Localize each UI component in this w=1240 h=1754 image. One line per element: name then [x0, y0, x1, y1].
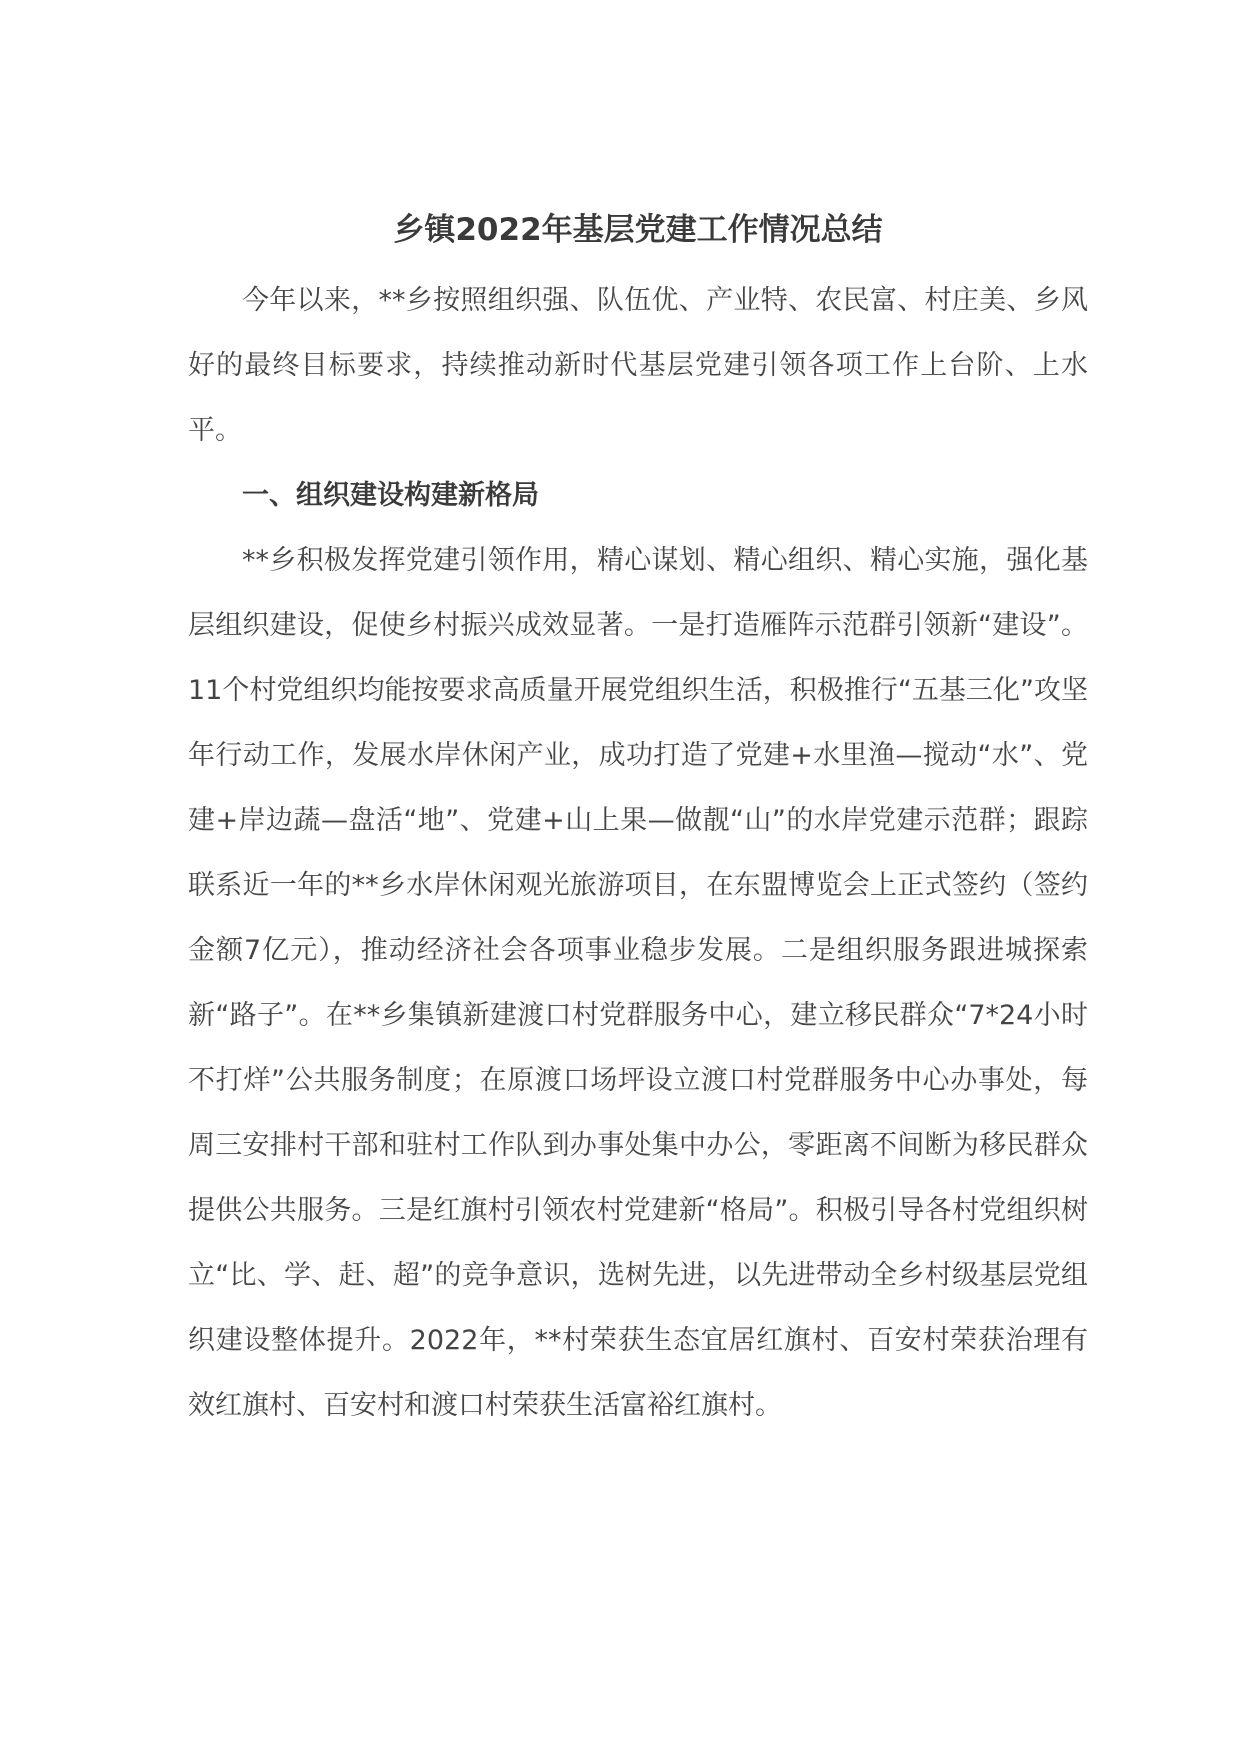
intro-paragraph: 今年以来，**乡按照组织强、队伍优、产业特、农民富、村庄美、乡风好的最终目标要求，持续推动新时代基层党建引领各项工作上台阶、上水平。 [188, 285, 1088, 446]
document-page [188, 200, 1088, 1438]
section-heading-1: 一、组织建设构建新格局 [242, 480, 539, 511]
section-paragraph-1: **乡积极发挥党建引领作用，精心谋划、精心组织、精心实施，强化基层组织建设，促使乡村振兴成效显著。一是打造雁阵示范群引领新“建设”。11个村党组织均能按要求高质量开展党组织生活，积极推行“五基三化”攻坚年行动工作，发展水岸休闲产业，成功打造了党建+水里渔—搅动“水”、党建+岸边蔬—盘活“地”、党建+山上果—做靓“山”的水岸党建示范群；跟踪联系近一年的**乡水岸休闲观光旅游项目，在东盟博览会上正式签约（签约金额7亿元），推动经济社会各项事业稳步发展。二是组织服务跟进城探索新“路子”。在**乡集镇新建渡口村党群服务中心，建立移民群众“7*24小时不打烊”公共服务制度；在原渡口场坪设立渡口村党群服务中心办事处，每周三安排村干部和驻村工作队到办事处集中办公，零距离不间断为移民群众提供公共服务。三是红旗村引领农村党建新“格局”。积极引导各村党组织树立“比、学、赶、超”的竞争意识，选树先进，以先进带动全乡村级基层党组织建设整体提升。2022年，**村荣获生态宜居红旗村、百安村荣获治理有效红旗村、百安村和渡口村荣获生活富裕红旗村。 [188, 545, 1088, 1421]
document-title: 乡镇2022年基层党建工作情况总结 [393, 212, 883, 248]
